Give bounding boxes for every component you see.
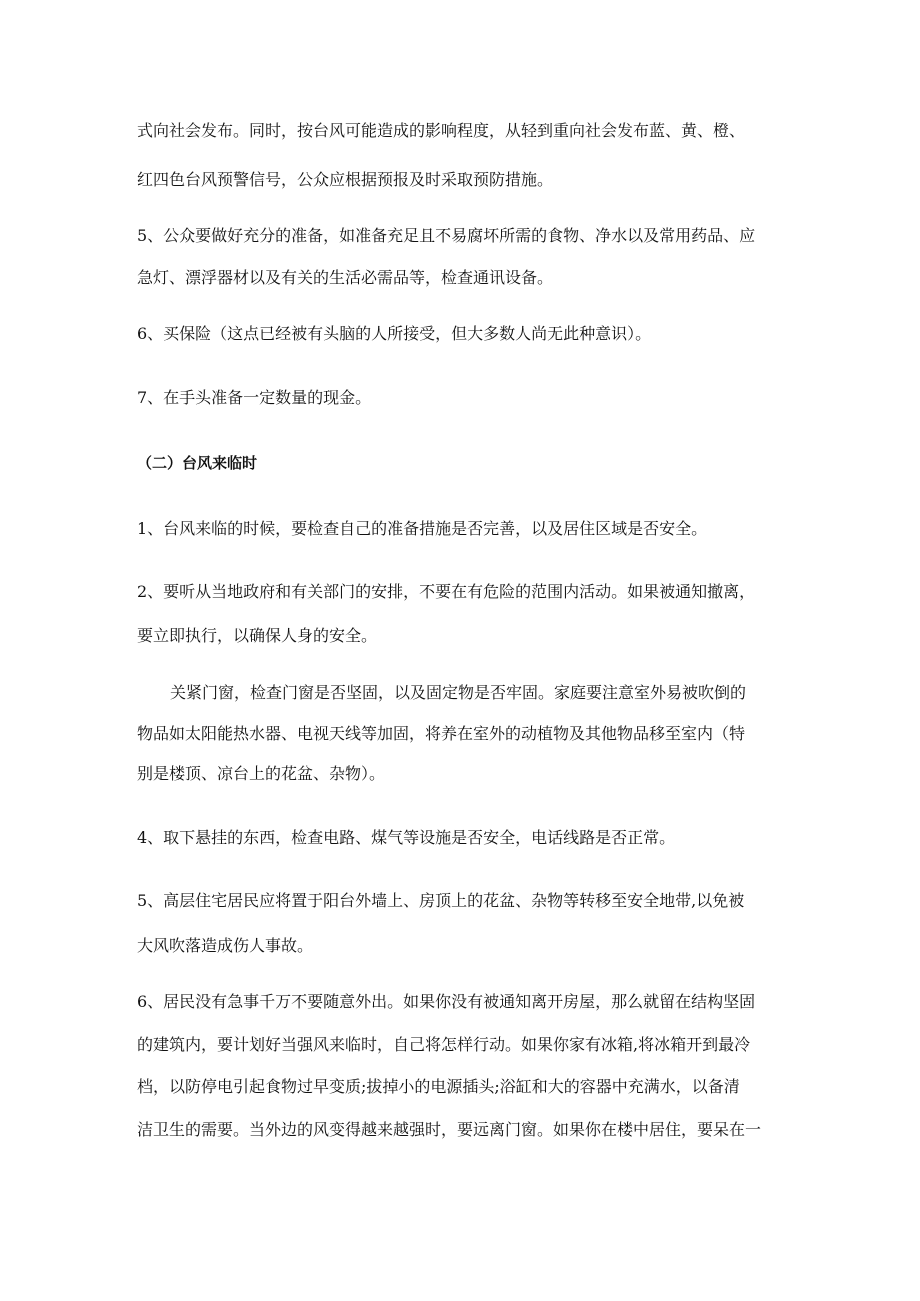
text-line: 的建筑内，要计划好当强风来临时，自己将怎样行动。如果你家有冰箱,将冰箱开到最冷 [137,1035,751,1054]
text-line: 物品如太阳能热水器、电视天线等加固，将养在室外的动植物及其他物品移至室内（特 [137,724,746,743]
text-line: 红四色台风预警信号，公众应根据预报及时采取预防措施。 [137,170,554,189]
text-line: 1、台风来临的时候，要检查自己的准备措施是否完善，以及居住区域是否安全。 [137,519,708,538]
text-line: 6、买保险（这点已经被有头脑的人所接受，但大多数人尚无此种意识）。 [137,324,652,343]
text-line: 2、要听从当地政府和有关部门的安排，不要在有危险的范围内活动。如果被通知撤离， [137,582,756,601]
text-line: 大风吹落造成伤人事故。 [137,936,314,955]
text-line: 5、公众要做好充分的准备，如准备充足且不易腐坏所需的食物、净水以及常用药品、应 [137,226,756,245]
text-line: 7、在手头准备一定数量的现金。 [137,388,372,407]
text-line: 关紧门窗，检查门窗是否坚固，以及固定物是否牢固。家庭要注意室外易被吹倒的 [170,683,747,702]
text-line: 急灯、漂浮器材以及有关的生活必需品等，检查通讯设备。 [137,268,554,287]
text-line: 要立即执行，以确保人身的安全。 [137,626,378,645]
text-line: 档，以防停电引起食物过早变质;拔掉小的电源插头;浴缸和大的容器中充满水，以备清 [137,1077,740,1096]
text-line: 洁卫生的需要。当外边的风变得越来越强时，要远离门窗。如果你在楼中居住，要呆在一 [137,1120,762,1139]
text-line: 别是楼顶、凉台上的花盆、杂物）。 [137,764,386,783]
text-line: 5、高层住宅居民应将置于阳台外墙上、房顶上的花盆、杂物等转移至安全地带,以免被 [137,891,745,910]
section-heading: （二）台风来临时 [137,454,258,472]
text-line: 式向社会发布。同时，按台风可能造成的影响程度，从轻到重向社会发布蓝、黄、橙、 [137,121,746,140]
text-line: 4、取下悬挂的东西，检查电路、煤气等设施是否安全，电话线路是否正常。 [137,828,676,847]
text-line: 6、居民没有急事千万不要随意外出。如果你没有被通知离开房屋，那么就留在结构坚固 [137,992,756,1011]
